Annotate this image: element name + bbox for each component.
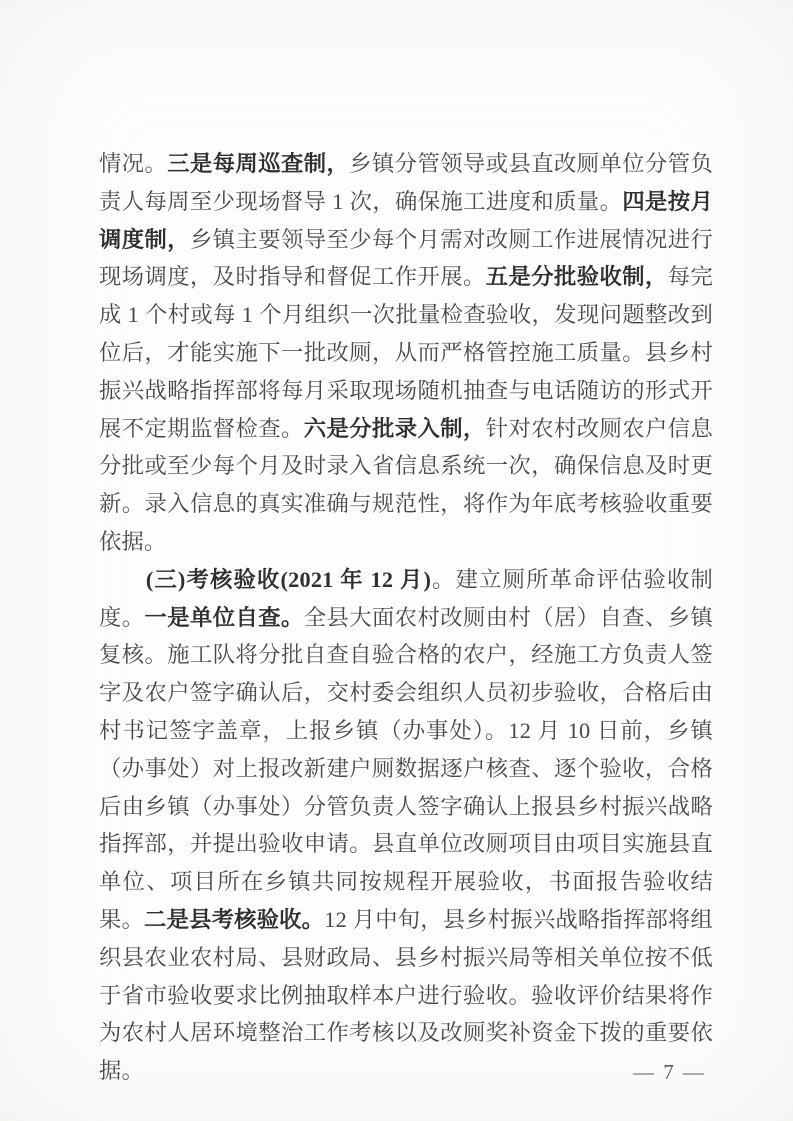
text-run: 乡镇分管领导或县直改厕单位分管负责人每周至少现场督导 1 次，确保施工进度和质量。 (99, 151, 713, 214)
text-run: 12 月中旬，县乡村振兴战略指挥部将组织县农业农村局、县财政局、县乡村振兴局等相关单位按不低于省市验收要求比例抽取样本户进行验收。验收评价结果将作为农村人居环境整治工作考核以及改厕奖补资金下拨的重要依据。 (99, 906, 714, 1084)
paragraph (99, 561, 713, 1090)
emphasis-run: (三)考核验收(2021 年 12 月) (145, 566, 432, 592)
emphasis-run: 三是每周巡查制， (167, 151, 350, 176)
text-run: 每完成 1 个村或每 1 个月组织一次批量检查验收，发现问题整改到位后，才能实施下一批改厕，从而严格管控施工质量。县乡村振兴战略指挥部将每月采取现场随机抽查与电话随访的形式开展不定期监督检查。 (99, 264, 713, 441)
emphasis-run: 二是县考核验收。 (144, 906, 325, 932)
emphasis-run: 一是单位自查。 (144, 604, 304, 630)
text-run: 针对农村改厕农户信息分批或至少每个月及时录入省信息系统一次，确保信息及时更新。录入信息的真实准确与规范性，将作为年底考核验收重要依据。 (99, 415, 713, 554)
text-run: 。建立厕所革命评估验收制度。 (99, 566, 713, 630)
text-run: 情况。 (99, 151, 168, 176)
paragraph (99, 145, 713, 561)
page-footer (604, 1033, 706, 1111)
text-run: 乡镇主要领导至少每个月需对改厕工作进展情况进行现场调度，及时指导和督促工作开展。 (99, 226, 713, 290)
emphasis-run: 五是分批验收制， (485, 264, 668, 290)
emphasis-run: 六是分批录入制， (303, 415, 486, 441)
page-number: — 7 — (633, 1060, 706, 1084)
document-body (99, 145, 713, 1090)
emphasis-run: 四是按月调度制， (99, 188, 713, 252)
text-run: 全县大面农村改厕由村（居）自查、乡镇复核。施工队将分批自查自验合格的农户，经施工方负责人签字及农户签字确认后，交村委会组织人员初步验收，合格后由村书记签字盖章，上报乡镇（办事处）。12 月 10 日前，乡镇（办事处）对上报改新建户厕数据逐户核查、逐个验收，合格后由乡镇（办事处）分管负责人签字确认上报县乡村振兴战略指挥部，并提出验收申请。县直单位改厕项目由项目实施县直单位、项目所在乡镇共同按规程开展验收，书面报告验收结果。 (99, 604, 713, 932)
